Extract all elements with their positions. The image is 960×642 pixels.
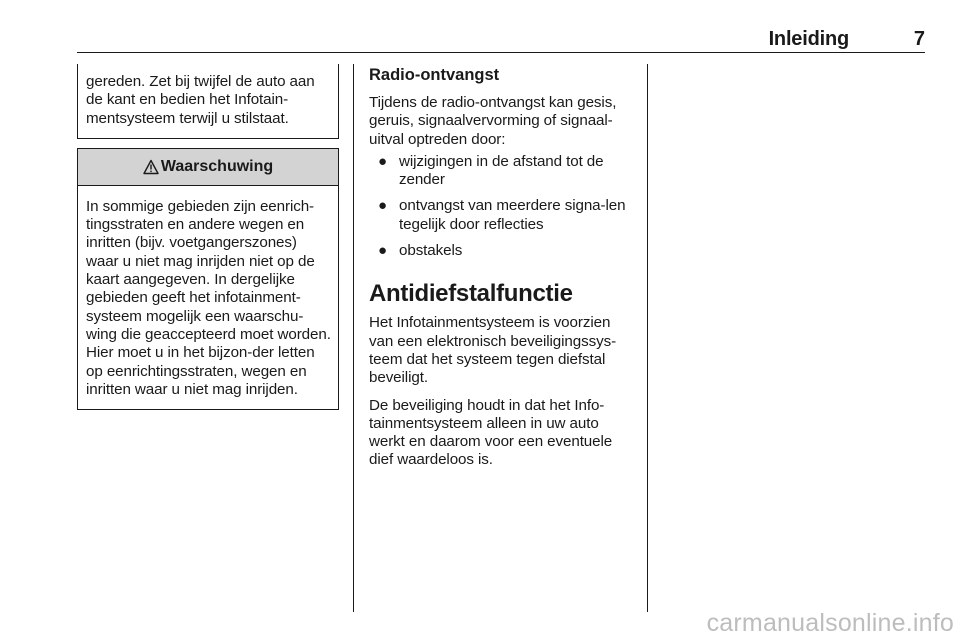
radio-reception-heading: Radio-ontvangst: [369, 66, 500, 84]
page-header: [77, 26, 925, 53]
bullet-icon: ●: [378, 197, 387, 215]
column-divider-left: [353, 64, 354, 612]
section-title: Inleiding: [768, 28, 849, 50]
list-item: ● wijzigingen in de afstand tot de zender: [378, 152, 604, 189]
interference-causes-list: [369, 153, 634, 260]
anti-theft-heading: Antidiefstalfunctie: [369, 280, 573, 308]
warning-box: [77, 148, 339, 410]
anti-theft-paragraph-2: De beveiliging houdt in dat het Info-tainmentsysteem alleen in uw auto werkt en daarom voor een eventuele dief waardeloos is.: [369, 396, 613, 469]
bullet-icon: ●: [378, 242, 387, 260]
page-number: 7: [913, 28, 925, 50]
warning-triangle-icon: [143, 159, 159, 175]
left-column: [77, 64, 339, 410]
bullet-icon: ●: [378, 152, 387, 170]
warning-header: [78, 149, 338, 186]
continued-note-box: [77, 64, 339, 139]
warning-text: In sommige gebieden zijn eenrich-tingsstraten en andere wegen en inritten (bijv. voetgangerszones) waar u niet mag inrijden niet op de kaart aangegeven. In dergelijke gebieden geeft het infotainment-systeem mogelijk een waarschu-wing die geaccepteerd moet worden. Hier moet u in het bijzon-der letten op eenrichtingsstraten, wegen en inritten waar u niet mag inrijden.: [86, 197, 331, 398]
list-item: ● obstakels: [378, 242, 463, 260]
middle-column: [369, 64, 634, 479]
warning-title: Waarschuwing: [160, 157, 274, 175]
warning-body: [78, 186, 338, 409]
column-divider-right: [647, 64, 648, 612]
list-item: ● ontvangst van meerdere signa-len tegelijk door reflecties: [378, 197, 626, 233]
continued-note-text: gereden. Zet bij twijfel de auto aan de kant en bedien het Infotain-mentsysteem terwijl u stilstaat.: [86, 73, 315, 127]
anti-theft-paragraph-1: Het Infotainmentsysteem is voorzien van een elektronisch beveiligingssys-teem dat het systeem tegen diefstal beveiligt.: [369, 314, 617, 387]
radio-reception-intro: Tijdens de radio-ontvangst kan gesis, geruis, signaalvervorming of signaal-uitval optreden door:: [369, 94, 617, 148]
watermark: carmanualsonline.info: [706, 609, 954, 637]
